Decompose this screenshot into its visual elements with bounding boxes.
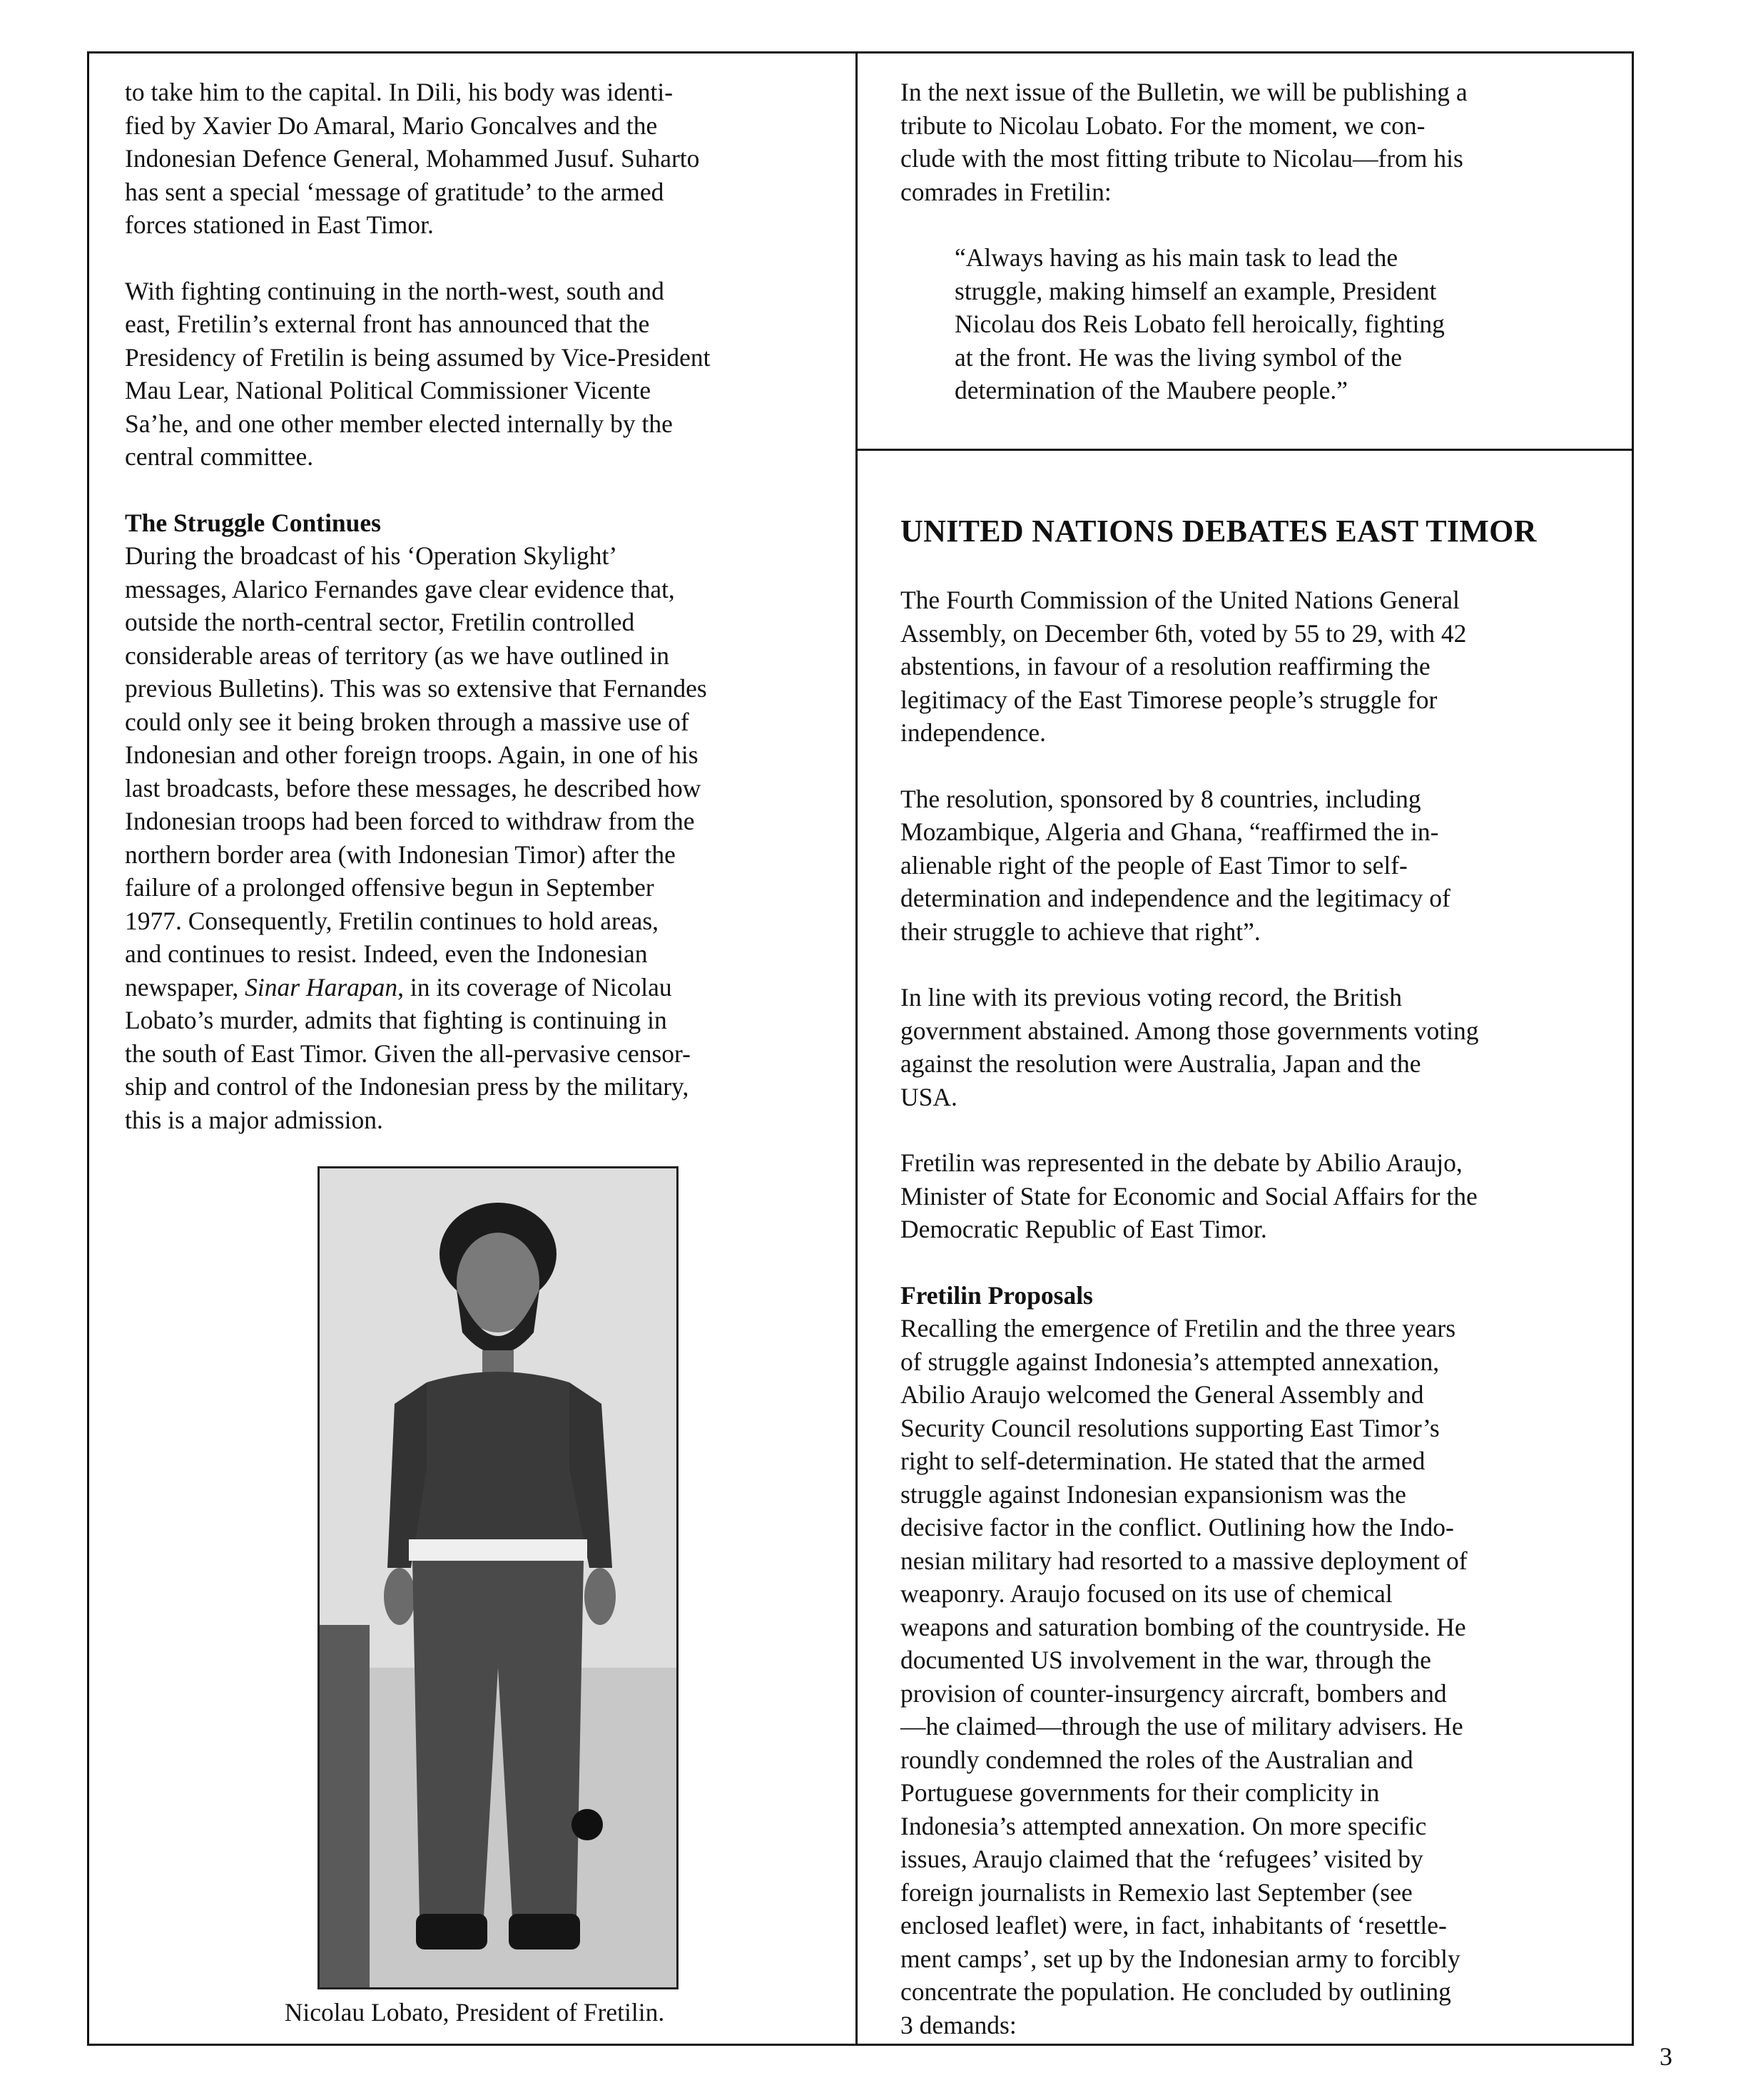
newspaper-name: Sinar Harapan — [245, 972, 398, 1001]
page-number: 3 — [1660, 2042, 1672, 2071]
photo-caption: Nicolau Lobato, President of Fretilin. — [284, 1998, 665, 2027]
portrait-photo — [317, 1166, 679, 1989]
section-divider — [855, 449, 1632, 451]
un-paragraph-1: The Fourth Commission of the United Nations General Assembly, on December 6th, voted by 55 to 29, with 42 abstentions, in favour of a resolution reaffirming the legitimacy of the East Timorese people’s struggle for independence. — [900, 586, 1467, 747]
left-paragraph-1: to take him to the capital. In Dili, his body was identi- fied by Xavier Do Amaral, Mario Goncalves and the Indonesian Defence General, Mohammed Jusuf. Suharto has sent a special ‘message of gratitude’ to the armed forces stationed in East Timor. — [125, 78, 700, 239]
subheading-fretilin-proposals: Fretilin Proposals — [900, 1280, 1093, 1310]
column-divider — [855, 51, 858, 2044]
portrait-figure — [320, 1168, 676, 1987]
un-paragraph-3: In line with its previous voting record, the British government abstained. Among those governments voting against the resolution were Australia, Japan and the USA. — [900, 983, 1479, 1111]
un-paragraph-2: The resolution, sponsored by 8 countries, including Mozambique, Algeria and Ghana, “reaffirmed the in- alienable right of the people of East Timor to self- determination and independence and the legitimacy of their struggle to achieve that right”. — [900, 784, 1450, 946]
tribute-quote: “Always having as his main task to lead the struggle, making himself an example, President Nicolau dos Reis Lobato fell heroically, fighting at the front. He was the living symbol of the determination of the Maubere people.” — [955, 243, 1445, 404]
subheading-struggle-continues: The Struggle Continues — [125, 508, 381, 537]
left-paragraph-3: During the broadcast of his ‘Operation Skylight’ messages, Alarico Fernandes gave clear evidence that, outside the north-central sector, Fretilin controlled considerable areas of territory (as we have outlined in previous Bulletins). This was so extensive that Fernandes could only see it being broken through a massive use of Indonesian and other foreign troops. Again, in one of his last broadcasts, before these messages, he described how Indonesian troops had been forced to withdraw from the northern border area (with Indonesian Timor) after the failure of a prolonged offensive begun in September 1977. Consequently, Fretilin continues to hold areas, and continues to resist. Indeed, even the Indonesian newspaper, Sinar Harapan, in its coverage of Nicolau Lobato’s murder, admits that fighting is continuing in the south of East Timor. Given the all-pervasive censor- ship and control of the Indonesian press by the military, this is a major admission. — [125, 541, 707, 1134]
right-top-column — [900, 76, 1621, 407]
un-paragraph-5: Recalling the emergence of Fretilin and the three years of struggle against Indonesia’s attempted annexation, Abilio Araujo welcomed the General Assembly and Security Council resolutions supporting East Timor’s right to self-determination. He stated that the armed struggle against Indonesian expansionism was the decisive factor in the conflict. Outlining how the Indo- nesian military had resorted to a massive deployment of weaponry. Araujo focused on its use of chemical weapons and saturation bombing of the countryside. He documented US involvement in the war, through the provision of counter-insurgency aircraft, bombers and —he claimed—through the use of military advisers. He roundly condemned the roles of the Australian and Portuguese governments for their complicity in Indonesia’s attempted annexation. On more specific issues, Araujo claimed that the ‘refugees’ visited by foreign journalists in Remexio last September (see enclosed leaflet) were, in fact, inhabitants of ‘resettle- ment camps’, set up by the Indonesian army to forcibly concentrate the population. He concluded by outlining 3 demands: — [900, 1314, 1468, 2039]
left-column — [125, 76, 845, 1136]
left-paragraph-2: With fighting continuing in the north-west, south and east, Fretilin’s external front has announced that the Presidency of Fretilin is being assumed by Vice-President Mau Lear, National Political Commissioner Vicente Sa’he, and one other member elected internally by the central committee. — [125, 276, 711, 471]
un-paragraph-4: Fretilin was represented in the debate by Abilio Araujo, Minister of State for Economic and Social Affairs for the Democratic Republic of East Timor. — [900, 1148, 1478, 1243]
article-headline: UNITED NATIONS DEBATES EAST TIMOR — [900, 514, 1537, 549]
right-bottom-column — [900, 512, 1621, 2042]
tribute-intro: In the next issue of the Bulletin, we will be publishing a tribute to Nicolau Lobato. For the moment, we con- clude with the most fitting tribute to Nicolau—from his comrades in Fretilin: — [900, 78, 1468, 206]
